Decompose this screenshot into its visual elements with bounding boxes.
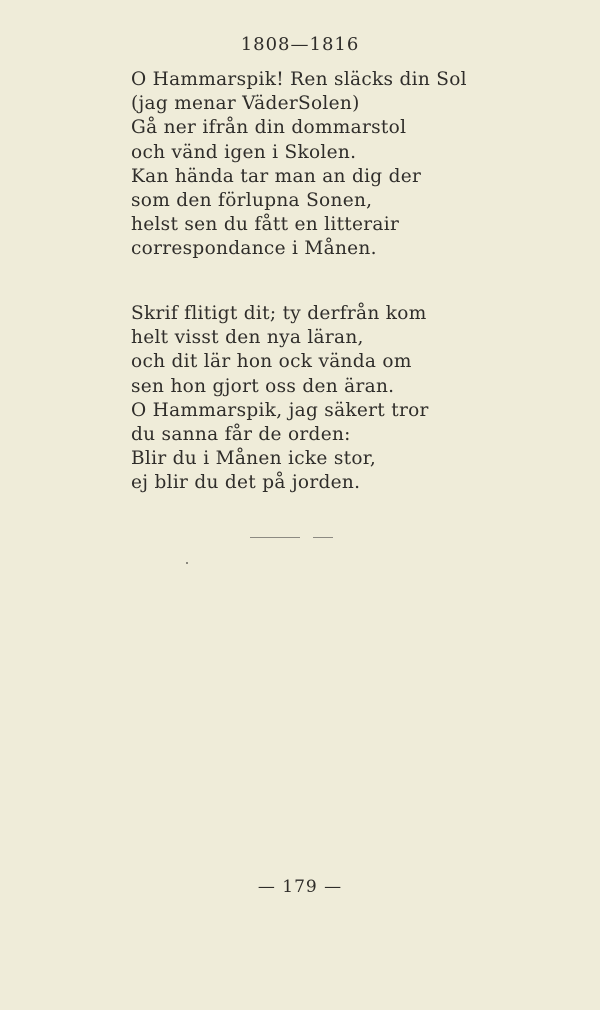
poem-line: ej blir du det på jorden. bbox=[131, 472, 361, 494]
poem-line: correspondance i Månen. bbox=[131, 238, 377, 260]
poem-line: som den förlupna Sonen, bbox=[131, 190, 373, 212]
stanza-1 bbox=[131, 68, 491, 262]
poem-line: O Hammarspik! Ren släcks din Sol bbox=[131, 69, 467, 90]
poem-line: Skrif flitigt dit; ty derfrån kom bbox=[131, 303, 427, 324]
poem-line: Blir du i Månen icke stor, bbox=[131, 448, 377, 470]
poem-line: helst sen du fått en litterair bbox=[131, 214, 400, 236]
ink-speck bbox=[186, 562, 188, 564]
poem-line: sen hon gjort oss den äran. bbox=[131, 375, 395, 397]
running-head: 1808—1816 bbox=[240, 34, 360, 55]
poem-line: du sanna får de orden: bbox=[131, 424, 351, 446]
poem-line: Gå ner ifrån din dommarstol bbox=[131, 117, 407, 139]
poem-line: Kan hända tar man an dig der bbox=[131, 165, 422, 187]
poem-line: och dit lär hon ock vända om bbox=[131, 351, 412, 373]
poem-line: helt visst den nya läran, bbox=[131, 327, 364, 349]
section-divider bbox=[250, 537, 300, 538]
poem-line: (jag menar VäderSolen) bbox=[131, 93, 360, 115]
poem-line: och vänd igen i Skolen. bbox=[131, 141, 357, 163]
poem-line: O Hammarspik, jag säkert tror bbox=[131, 399, 429, 421]
page-number: — 179 — bbox=[257, 877, 343, 897]
stanza-2 bbox=[131, 302, 491, 496]
section-divider bbox=[313, 537, 333, 538]
